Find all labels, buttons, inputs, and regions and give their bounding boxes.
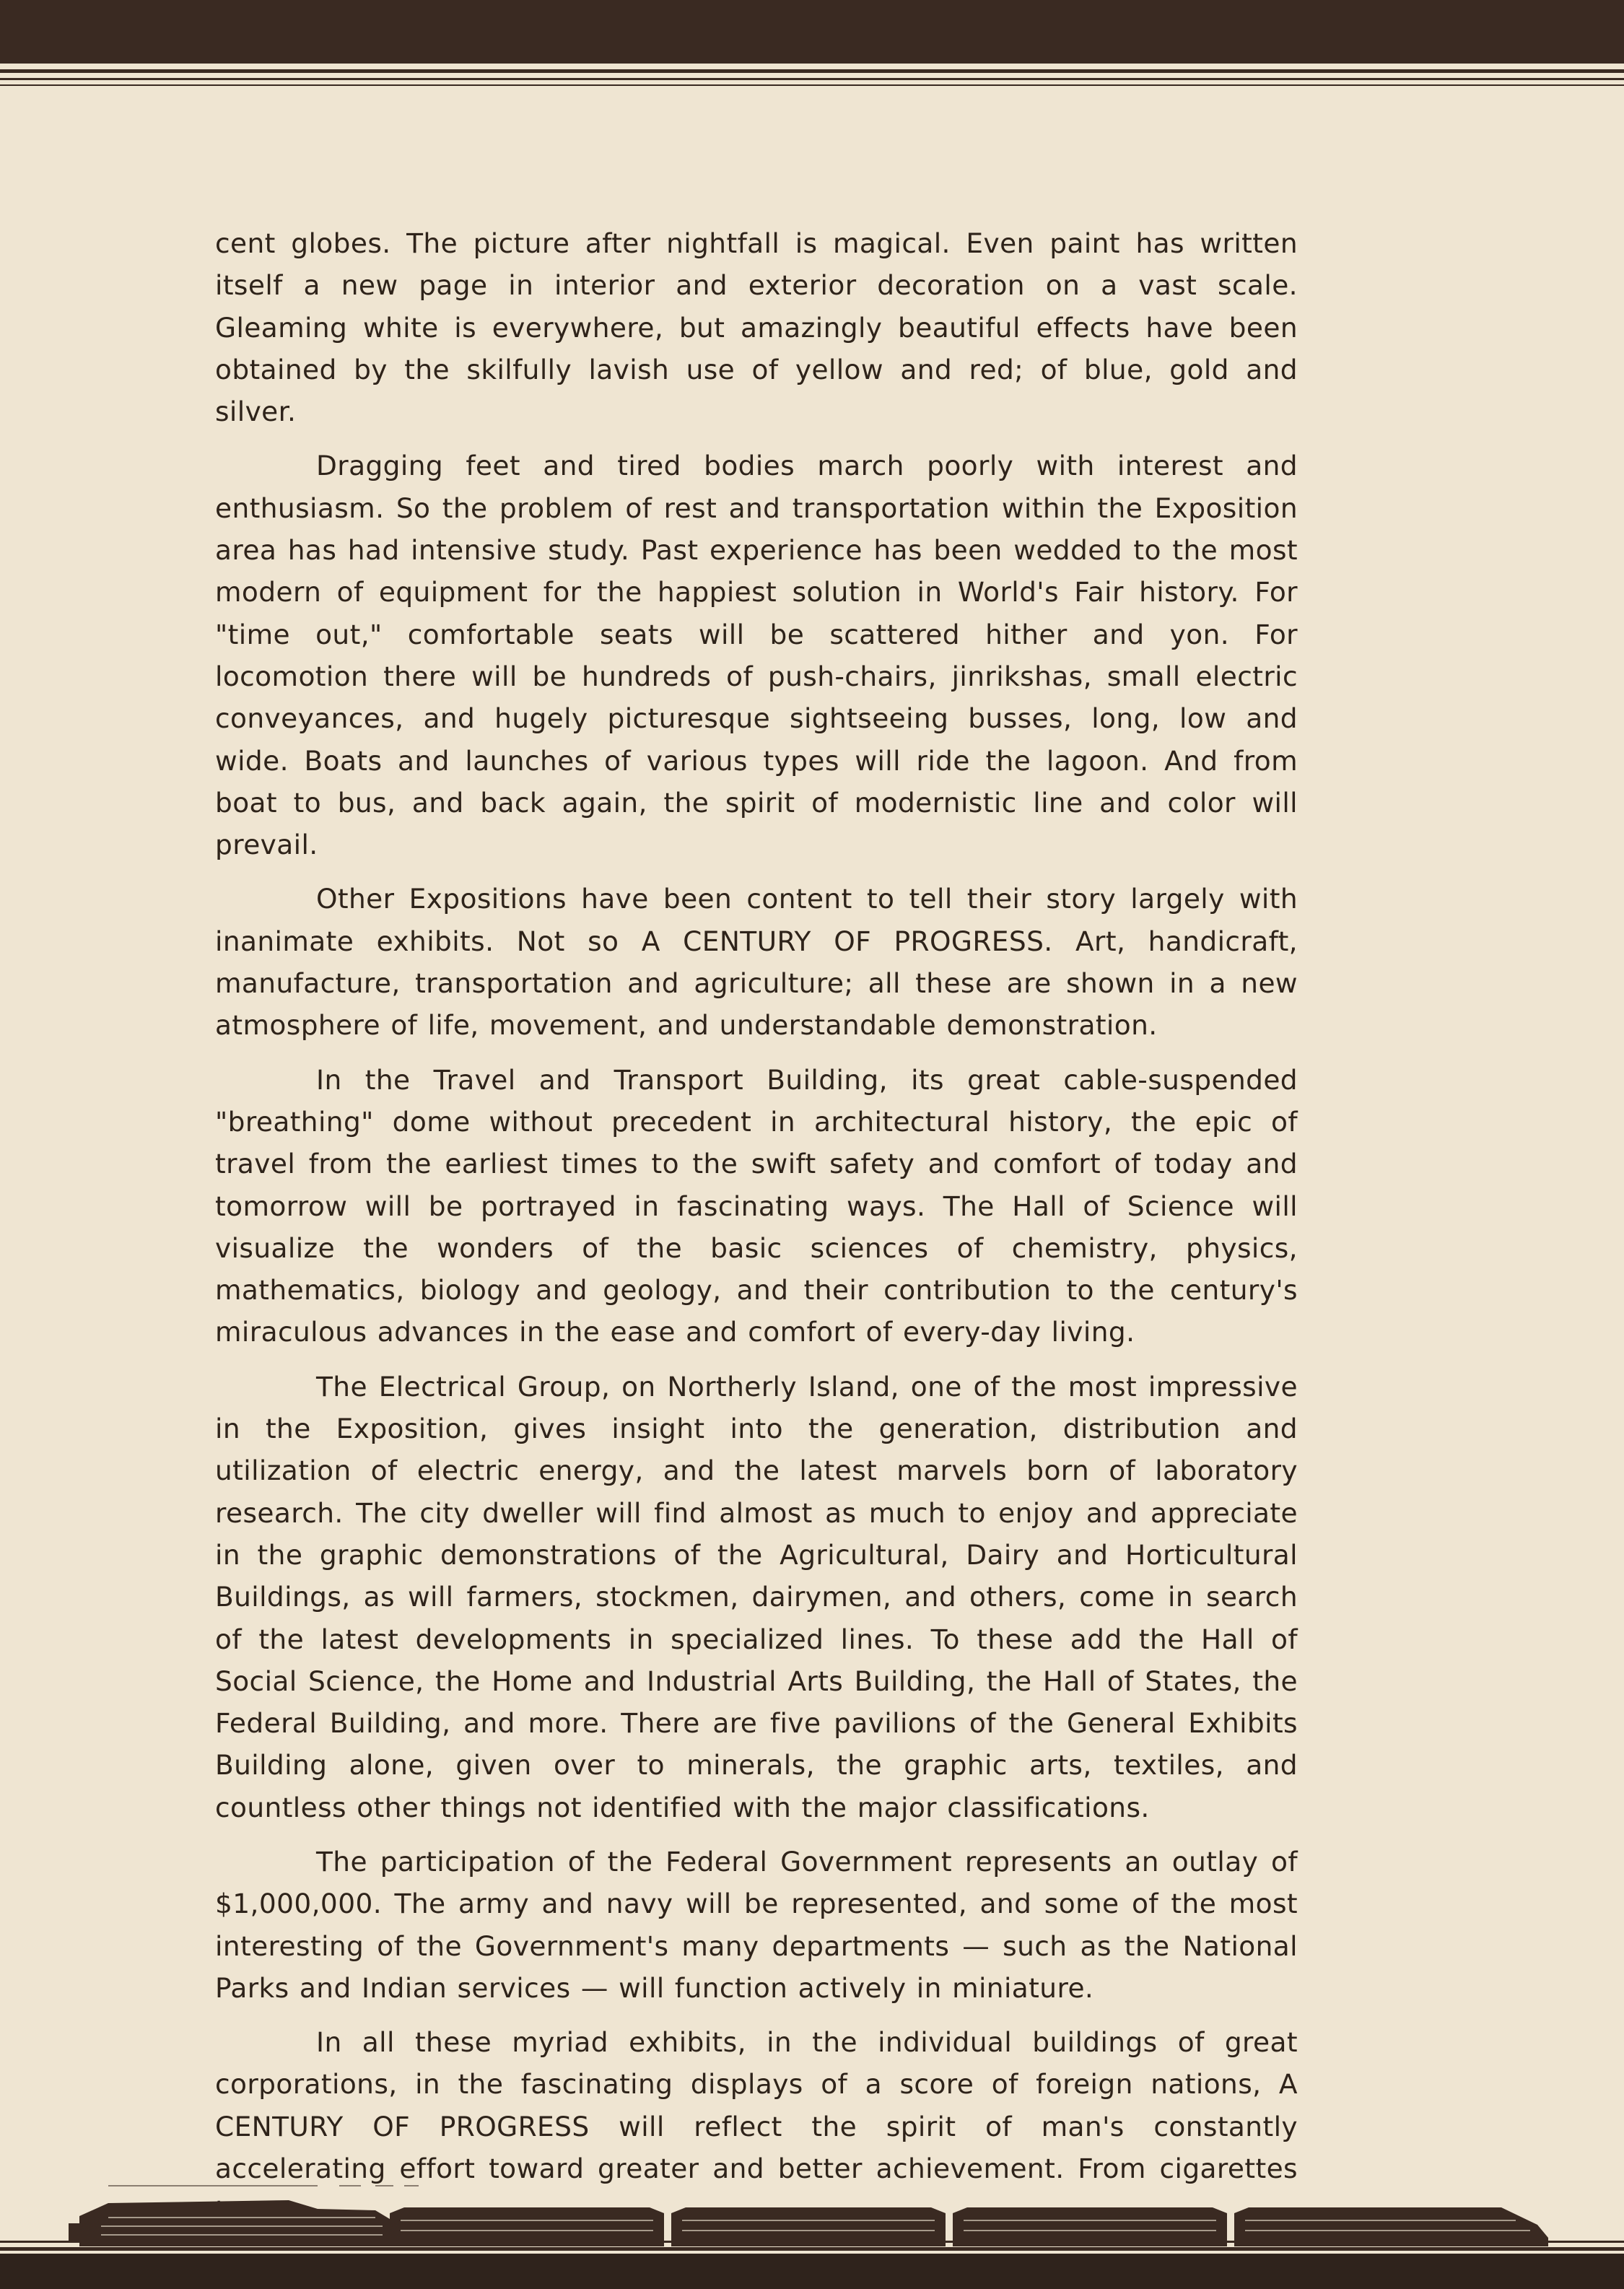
bottom-rule-line bbox=[0, 2241, 1624, 2243]
paragraph: In the Travel and Transport Building, its great cable-suspended "breathing" dome without precedent in architectural history, the epic of travel from the earliest times to the swift safety and comfort of today and tomorrow will be portrayed in fascinating ways. The Hall of Science will visualize the wonders of the basic sciences of chemistry, physics, mathematics, biology and geology, and their contribution to the century's miraculous advances in the ease and comfort of every-day living. bbox=[215, 1063, 1298, 1348]
top-rule-line bbox=[0, 84, 1624, 86]
bottom-decorative-band bbox=[0, 2254, 1624, 2289]
paragraph: In all these myriad exhibits, in the individual buildings of great corporations, in the fascinating displays of a score of foreign nations, A CENTURY OF PROGRESS will reflect the spirit of man's constantly accelerating effort toward greater and better achievement. From cigarettes bbox=[215, 2026, 1298, 2185]
top-rule-line bbox=[0, 69, 1624, 73]
paragraph: cent globes. The picture after nightfall is magical. Even paint has written itself a new page in interior and exterior decoration on a vast scale. Gleaming white is everywhere, but amazingly beautiful effects have been obtained by the skilfully lavish use of yellow and red; of blue, gold and silver. bbox=[215, 227, 1298, 428]
bottom-rule-line bbox=[0, 2247, 1624, 2249]
paragraph: The Electrical Group, on Northerly Island, one of the most impressive in the Exposition, gives insight into the generation, distribution and utilization of electric energy, and the latest marvels born of laboratory research. The city dweller will find almost as much to enjoy and appreciate in the graphic demonstrations of the Agricultural, Dairy and Horticultural Buildings, as will farmers, stockmen, dairymen, and others, come in search of the latest developments in specialized lines. To these add the Hall of Social Science, the Home and Industrial Arts Building, the Hall of States, the Federal Building, and more. There are five pavilions of the General Exhibits Building alone, given over to minerals, the graphic arts, textiles, and countless other things not identified with the major classifications. bbox=[215, 1370, 1298, 1823]
paragraph: Dragging feet and tired bodies march poorly with interest and enthusiasm. So the problem of rest and transportation within the Exposition area has had intensive study. Past experience has been wedded to the most modern of equipment for the happiest solution in World's Fair history. For "time out," comfortable seats will be scattered hither and yon. For locomotion there will be hundreds of push-chairs, jinrikshas, small electric conveyances, and hugely picturesque sightseeing busses, long, low and wide. Boats and launches of various types will ride the lagoon. And from boat to bus, and back again, the spirit of modernistic line and color will prevail. bbox=[215, 450, 1298, 861]
paragraph: Other Expositions have been content to tell their story largely with inanimate exhibits. Not so A CENTURY OF PROGRESS. Art, handicraft, manufacture, transportation and agriculture; all these are shown in a new atmosphere of life, movement, and understandable demonstration. bbox=[215, 883, 1298, 1042]
body-text-column bbox=[215, 222, 1298, 2244]
top-decorative-band bbox=[0, 0, 1624, 64]
top-rule-line bbox=[0, 78, 1624, 80]
paragraph: The participation of the Federal Government represents an outlay of $1,000,000. The army and navy will be represented, and some of the most interesting of the Government's many departments — such as the National Parks and Indian services — will function actively in miniature. bbox=[215, 1845, 1298, 2004]
